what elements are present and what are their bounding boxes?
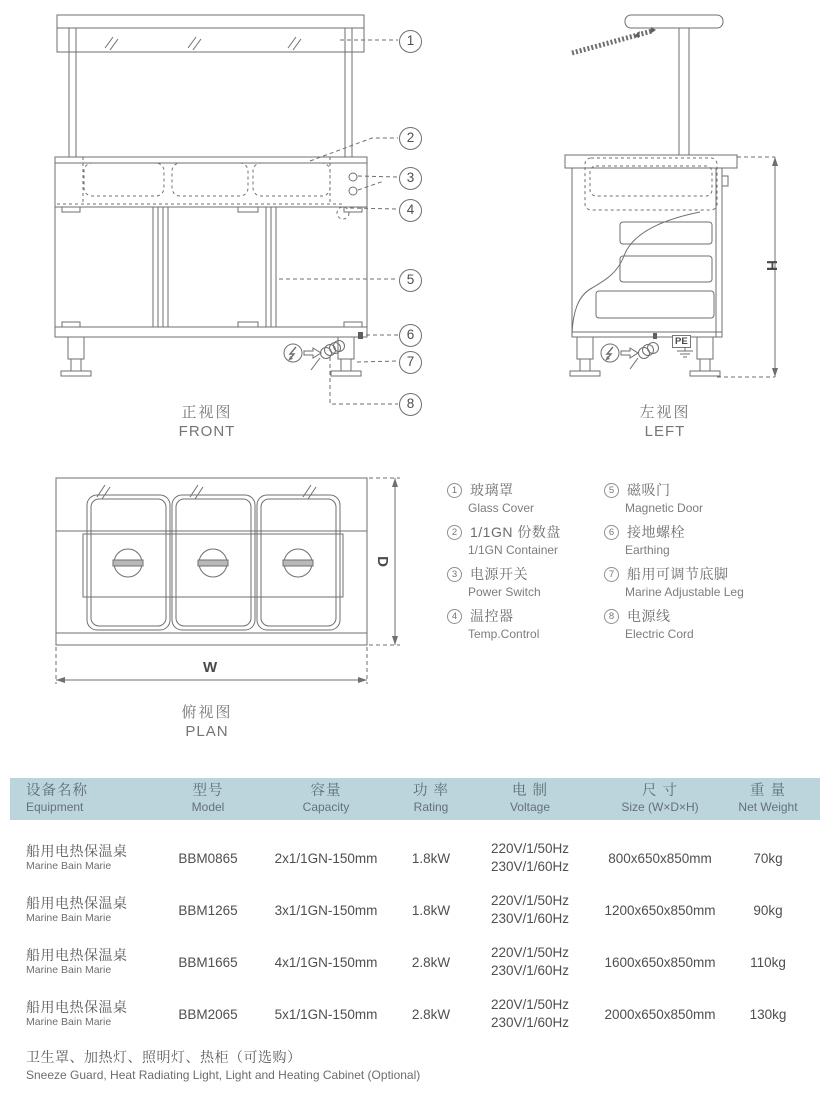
col-header-en: Equipment: [26, 800, 84, 814]
cell-rating: 2.8kW: [411, 954, 451, 970]
cell-weight: 110kg: [750, 954, 786, 970]
cell-weight: 70kg: [753, 850, 783, 866]
cell-model: BBM0865: [178, 850, 238, 866]
dimension-w-label: W: [203, 659, 218, 676]
legend-num-7: 7: [604, 567, 619, 582]
note-zh: 卫生罩、加热灯、照明灯、热柜（可选购）: [26, 1049, 302, 1065]
voltage-line-2: 230V/1/60Hz: [490, 1015, 570, 1030]
voltage-line-1: 220V/1/50Hz: [490, 997, 570, 1012]
voltage-line-1: 220V/1/50Hz: [490, 841, 570, 856]
callout-5-magnetic-door: 5: [399, 269, 422, 292]
plan-view-label-en: PLAN: [185, 723, 229, 740]
front-view-label-en: FRONT: [178, 423, 236, 440]
cell-size: 2000x650x850mm: [604, 1006, 716, 1022]
col-header-weight: [726, 783, 810, 815]
legend-zh: 磁吸门: [627, 482, 671, 498]
note-en: Sneeze Guard, Heat Radiating Light, Light and Heating Cabinet (Optional): [26, 1068, 421, 1082]
equipment-en: Marine Bain Marie: [26, 964, 112, 976]
legend-column-1: [447, 480, 604, 648]
legend-en: Temp.Control: [468, 627, 540, 641]
cell-size: 1200x650x850mm: [604, 902, 716, 918]
callout-6-earthing: 6: [399, 324, 422, 347]
front-view-label-zh: 正视图: [181, 404, 233, 421]
col-header-size: [594, 783, 726, 815]
callout-3-power-switch: 3: [399, 167, 422, 190]
legend-zh: 温控器: [470, 608, 514, 624]
cell-model: BBM2065: [178, 1006, 238, 1022]
specification-table: [0, 778, 830, 1084]
col-header-en: Voltage: [509, 800, 551, 814]
cell-voltage: [466, 944, 594, 980]
callout-7-adjustable-leg: 7: [399, 351, 422, 374]
equipment-en: Marine Bain Marie: [26, 1016, 112, 1028]
legend-en: 1/1GN Container: [468, 543, 559, 557]
legend-item-power-switch: [447, 564, 604, 599]
cell-equipment: [10, 947, 160, 977]
cell-weight: 130kg: [749, 1006, 787, 1022]
col-header-en: Net Weight: [738, 800, 798, 814]
cell-voltage: [466, 996, 594, 1032]
col-header-zh: 型号: [192, 783, 224, 799]
legend-item-temp-control: [447, 606, 604, 641]
equipment-zh: 船用电热保温桌: [26, 999, 128, 1015]
left-view-label-en: LEFT: [644, 423, 686, 440]
legend-num-8: 8: [604, 609, 619, 624]
front-view-label: [147, 403, 267, 441]
cell-weight: 90kg: [753, 902, 783, 918]
table-row-bbm0865: [10, 832, 810, 884]
plan-view-label-zh: 俯视图: [181, 704, 233, 721]
legend-item-electric-cord: [604, 606, 829, 641]
cell-capacity: 4x1/1GN-150mm: [274, 954, 378, 970]
equipment-zh: 船用电热保温桌: [26, 843, 128, 859]
left-view-label: [605, 403, 725, 441]
parts-legend: [447, 480, 829, 648]
col-header-zh: 尺 寸: [641, 783, 679, 799]
cell-model: BBM1665: [178, 954, 238, 970]
legend-zh: 玻璃罩: [470, 482, 514, 498]
callout-4-temp-control: 4: [399, 199, 422, 222]
col-header-zh: 重 量: [749, 783, 787, 799]
cell-model: BBM1265: [178, 902, 238, 918]
cell-capacity: 2x1/1GN-150mm: [274, 850, 378, 866]
callout-2-gn-container: 2: [399, 127, 422, 150]
col-header-rating: [396, 783, 466, 815]
legend-zh: 船用可调节底脚: [627, 566, 729, 582]
col-header-en: Rating: [413, 800, 449, 814]
voltage-line-2: 230V/1/60Hz: [490, 911, 570, 926]
cell-voltage: [466, 840, 594, 876]
legend-item-adjustable-leg: [604, 564, 829, 599]
legend-en: Glass Cover: [468, 501, 535, 515]
voltage-line-1: 220V/1/50Hz: [490, 893, 570, 908]
legend-zh: 接地螺栓: [627, 524, 685, 540]
left-view-label-zh: 左视图: [639, 404, 691, 421]
legend-en: Magnetic Door: [625, 501, 704, 515]
left-view-drawing: [565, 15, 778, 377]
plan-view-drawing: [56, 478, 400, 684]
voltage-line-1: 220V/1/50Hz: [490, 945, 570, 960]
cell-capacity: 5x1/1GN-150mm: [274, 1006, 378, 1022]
col-header-zh: 功 率: [412, 783, 450, 799]
cell-equipment: [10, 999, 160, 1029]
equipment-zh: 船用电热保温桌: [26, 895, 128, 911]
col-header-equipment: [10, 783, 160, 815]
dimension-h-label: H: [762, 260, 780, 271]
dimension-d-label: D: [373, 556, 391, 567]
col-header-voltage: [466, 783, 594, 815]
col-header-en: Size (W×D×H): [621, 800, 699, 814]
legend-column-2: [604, 480, 829, 648]
legend-en: Marine Adjustable Leg: [625, 585, 744, 599]
legend-num-3: 3: [447, 567, 462, 582]
plan-view-label: [147, 703, 267, 741]
cell-voltage: [466, 892, 594, 928]
cell-capacity: 3x1/1GN-150mm: [274, 902, 378, 918]
legend-item-earthing: [604, 522, 829, 557]
cell-equipment: [10, 843, 160, 873]
legend-num-4: 4: [447, 609, 462, 624]
legend-item-magnetic-door: [604, 480, 829, 515]
callout-1-glass-cover: 1: [399, 30, 422, 53]
col-header-zh: 容量: [310, 783, 342, 799]
voltage-line-2: 230V/1/60Hz: [490, 859, 570, 874]
cell-size: 1600x650x850mm: [604, 954, 716, 970]
legend-num-1: 1: [447, 483, 462, 498]
col-header-zh: 电 制: [511, 783, 549, 799]
cell-rating: 2.8kW: [411, 1006, 451, 1022]
cell-rating: 1.8kW: [411, 902, 451, 918]
legend-item-gn-container: [447, 522, 604, 557]
optional-accessories-note: [26, 1048, 830, 1084]
legend-num-6: 6: [604, 525, 619, 540]
pe-earthing-label: PE: [672, 335, 691, 348]
equipment-en: Marine Bain Marie: [26, 860, 112, 872]
legend-en: Power Switch: [468, 585, 541, 599]
col-header-model: [160, 783, 256, 815]
table-body: [10, 820, 810, 1040]
legend-zh: 1/1GN 份数盘: [470, 524, 561, 540]
cell-equipment: [10, 895, 160, 925]
callout-8-electric-cord: 8: [399, 393, 422, 416]
col-header-capacity: [256, 783, 396, 815]
col-header-en: Model: [191, 800, 225, 814]
legend-en: Electric Cord: [625, 627, 694, 641]
legend-zh: 电源线: [627, 608, 671, 624]
legend-num-5: 5: [604, 483, 619, 498]
col-header-en: Capacity: [302, 800, 350, 814]
table-row-bbm1265: [10, 884, 810, 936]
front-view-drawing: [55, 15, 398, 404]
equipment-zh: 船用电热保温桌: [26, 947, 128, 963]
cell-rating: 1.8kW: [411, 850, 451, 866]
legend-item-glass-cover: [447, 480, 604, 515]
col-header-zh: 设备名称: [26, 783, 88, 799]
legend-en: Earthing: [625, 543, 670, 557]
voltage-line-2: 230V/1/60Hz: [490, 963, 570, 978]
cell-size: 800x650x850mm: [608, 850, 712, 866]
legend-num-2: 2: [447, 525, 462, 540]
table-header-row: [10, 778, 820, 820]
table-row-bbm2065: [10, 988, 810, 1040]
equipment-en: Marine Bain Marie: [26, 912, 112, 924]
legend-zh: 电源开关: [470, 566, 528, 582]
table-row-bbm1665: [10, 936, 810, 988]
